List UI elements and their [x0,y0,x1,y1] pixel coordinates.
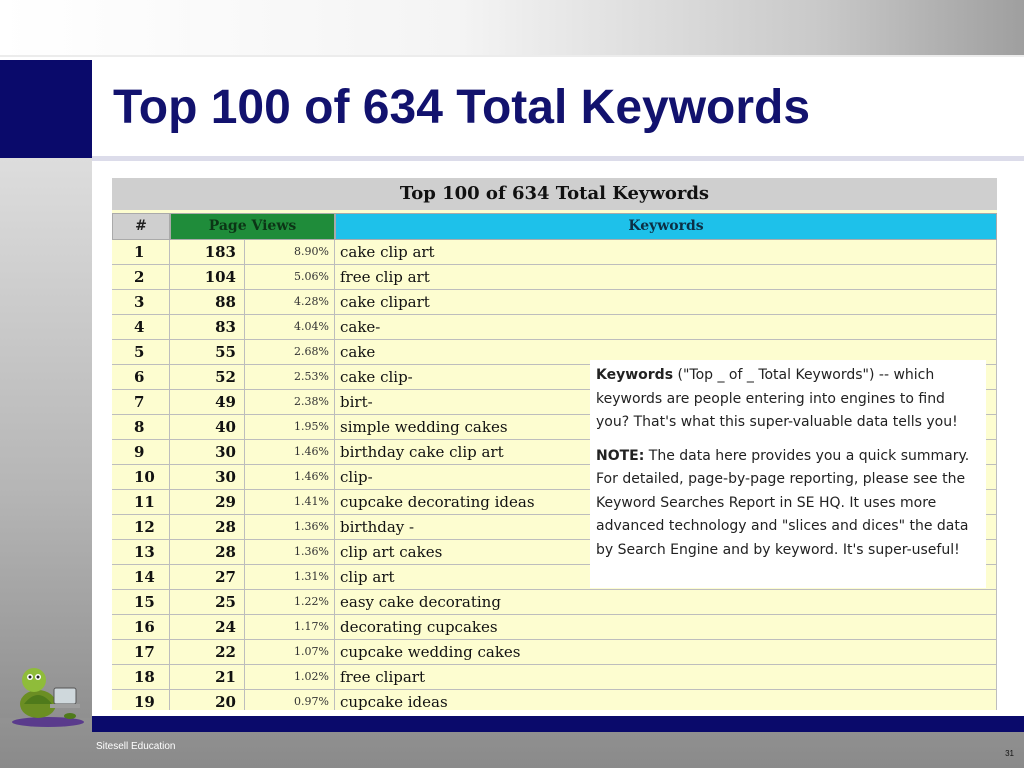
cell-number: 1 [112,240,170,264]
cell-page-views: 30 [170,465,245,489]
cell-keyword: cupcake wedding cakes [335,640,997,664]
note-note-bold: NOTE: [596,447,645,464]
cell-page-views: 183 [170,240,245,264]
table-header [112,213,997,240]
cell-number: 11 [112,490,170,514]
header-page-views: Page Views [170,213,335,240]
table-row [112,665,997,690]
turtle-laptop-icon [8,660,88,728]
page-title: Top 100 of 634 Total Keywords [113,81,811,134]
cell-keyword: birthday cake clip art [335,440,997,464]
table-row [112,615,997,640]
header-keywords: Keywords [335,213,997,240]
cell-page-views: 20 [170,690,245,710]
cell-percent: 2.53% [245,365,335,389]
cell-keyword: cake- [335,315,997,339]
cell-page-views: 49 [170,390,245,414]
footer-text: Sitesell Education [96,741,176,752]
cell-number: 13 [112,540,170,564]
cell-keyword: free clipart [335,665,997,689]
cell-page-views: 30 [170,440,245,464]
cell-keyword: cake clip art [335,240,997,264]
cell-percent: 2.68% [245,340,335,364]
cell-number: 3 [112,290,170,314]
note-paragraph-note [596,445,980,563]
cell-number: 17 [112,640,170,664]
cell-percent: 1.95% [245,415,335,439]
cell-percent: 0.97% [245,690,335,710]
cell-number: 18 [112,665,170,689]
cell-page-views: 29 [170,490,245,514]
cell-page-views: 104 [170,265,245,289]
cell-percent: 1.36% [245,540,335,564]
keywords-note-box [590,360,986,588]
left-strip [0,158,92,718]
cell-keyword: free clip art [335,265,997,289]
cell-percent: 2.38% [245,390,335,414]
cell-percent: 1.17% [245,615,335,639]
top-gradient [0,0,1024,55]
cell-number: 19 [112,690,170,710]
note-paragraph-keywords [596,364,980,435]
table-title: Top 100 of 634 Total Keywords [112,178,997,210]
cell-keyword: birt- [335,390,997,414]
cell-number: 5 [112,340,170,364]
cell-number: 14 [112,565,170,589]
cell-number: 10 [112,465,170,489]
cell-keyword: simple wedding cakes [335,415,997,439]
cell-page-views: 40 [170,415,245,439]
cell-keyword: decorating cupcakes [335,615,997,639]
cell-number: 12 [112,515,170,539]
header-number: # [112,213,170,240]
table-row [112,240,997,265]
cell-page-views: 22 [170,640,245,664]
table-row [112,690,997,710]
cell-keyword: clip art cakes [335,540,997,564]
cell-keyword: cupcake decorating ideas [335,490,997,514]
cell-percent: 1.36% [245,515,335,539]
cell-number: 9 [112,440,170,464]
note-note-text: The data here provides you a quick summary. For detailed, page-by-page reporting, please see the Keyword Searches Report in SE HQ. It uses more advanced technology and "slices and dices" the data by Search Engine and by keyword. It's super-useful! [596,447,970,558]
cell-page-views: 21 [170,665,245,689]
cell-number: 16 [112,615,170,639]
cell-number: 15 [112,590,170,614]
cell-page-views: 55 [170,340,245,364]
table-row [112,290,997,315]
cell-percent: 1.31% [245,565,335,589]
cell-page-views: 25 [170,590,245,614]
cell-number: 6 [112,365,170,389]
table-row [112,590,997,615]
cell-number: 2 [112,265,170,289]
cell-keyword: easy cake decorating [335,590,997,614]
cell-keyword: cake clip- [335,365,997,389]
cell-number: 4 [112,315,170,339]
cell-page-views: 83 [170,315,245,339]
cell-percent: 1.22% [245,590,335,614]
cell-percent: 8.90% [245,240,335,264]
cell-percent: 1.46% [245,440,335,464]
cell-number: 7 [112,390,170,414]
cell-percent: 1.07% [245,640,335,664]
page-number: 31 [1005,749,1014,758]
cell-number: 8 [112,415,170,439]
cell-page-views: 52 [170,365,245,389]
cell-page-views: 27 [170,565,245,589]
cell-percent: 1.46% [245,465,335,489]
cell-keyword: cake clipart [335,290,997,314]
table-row [112,640,997,665]
cell-keyword: clip- [335,465,997,489]
cell-page-views: 28 [170,515,245,539]
cell-page-views: 24 [170,615,245,639]
cell-keyword: cake [335,340,997,364]
cell-page-views: 88 [170,290,245,314]
table-row [112,265,997,290]
title-accent-square [0,60,92,158]
cell-page-views: 28 [170,540,245,564]
table-row [112,315,997,340]
cell-percent: 5.06% [245,265,335,289]
cell-keyword: cupcake ideas [335,690,997,710]
cell-percent: 4.04% [245,315,335,339]
cell-keyword: birthday - [335,515,997,539]
note-keywords-bold: Keywords [596,367,674,383]
cell-percent: 4.28% [245,290,335,314]
note-keywords-text: ("Top _ of _ Total Keywords") -- which keywords are people entering into engines to find you? That's what this super-valuable data tells you! [596,367,958,430]
cell-keyword: clip art [335,565,997,589]
cell-percent: 1.41% [245,490,335,514]
cell-percent: 1.02% [245,665,335,689]
bottom-bar [92,716,1024,732]
